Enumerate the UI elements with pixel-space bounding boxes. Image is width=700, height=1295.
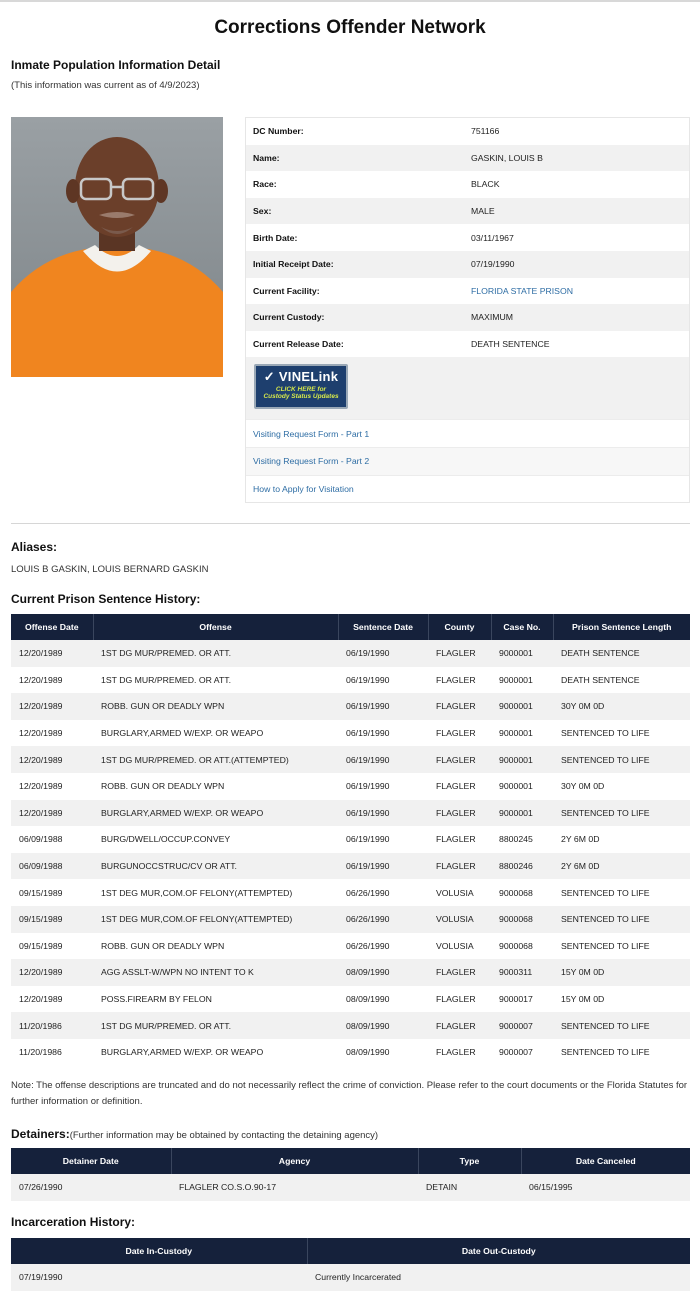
column-header[interactable]: Agency — [171, 1148, 418, 1174]
cell: BURG/DWELL/OCCUP.CONVEY — [93, 826, 338, 853]
cell: 2Y 6M 0D — [553, 826, 690, 853]
info-row-dc-number — [246, 118, 689, 145]
cell: 09/15/1989 — [11, 879, 93, 906]
check-icon: ✓ — [263, 369, 275, 385]
cell: 30Y 0M 0D — [553, 693, 690, 720]
cell: FLAGLER — [428, 693, 491, 720]
info-label: Initial Receipt Date: — [253, 259, 334, 270]
inmate-photo — [11, 117, 223, 377]
cell: 09/15/1989 — [11, 906, 93, 933]
cell: FLAGLER CO.S.O.90-17 — [171, 1174, 418, 1201]
info-value: 03/11/1967 — [471, 232, 514, 243]
info-label: Birth Date: — [253, 232, 298, 243]
cell: 08/09/1990 — [338, 986, 428, 1013]
table-row — [11, 1264, 690, 1291]
sentence-history-table — [11, 614, 690, 1066]
cell: 07/26/1990 — [11, 1174, 171, 1201]
sentence-history-body — [11, 640, 690, 1066]
offense-note: Note: The offense descriptions are truncated and do not necessarily reflect the crime of conviction. Please refer to the court documents or the Florida Statutes for further information or definition. — [11, 1080, 688, 1107]
cell: 1ST DG MUR/PREMED. OR ATT.(ATTEMPTED) — [93, 746, 338, 773]
cell: 8800246 — [491, 853, 553, 880]
detainers-heading-line — [11, 1127, 378, 1141]
column-header[interactable]: Offense Date — [11, 614, 93, 640]
cell: 07/19/1990 — [11, 1264, 307, 1291]
info-label: Race: — [253, 179, 277, 190]
table-row — [11, 826, 690, 853]
cell: 06/26/1990 — [338, 879, 428, 906]
info-value: MAXIMUM — [471, 312, 513, 323]
cell: 9000068 — [491, 879, 553, 906]
cell: 9000001 — [491, 773, 553, 800]
cell: 9000001 — [491, 693, 553, 720]
cell: 06/19/1990 — [338, 853, 428, 880]
info-row-current-facility — [246, 278, 689, 305]
cell: 09/15/1989 — [11, 933, 93, 960]
table-row — [11, 693, 690, 720]
incarceration-table — [11, 1238, 690, 1291]
table-row — [11, 906, 690, 933]
cell: 12/20/1989 — [11, 800, 93, 827]
info-label: Sex: — [253, 206, 272, 217]
column-header[interactable]: Sentence Date — [338, 614, 428, 640]
vinelink-button[interactable] — [254, 364, 348, 409]
vinelink-line2: Custody Status Updates — [263, 393, 339, 401]
cell: ROBB. GUN OR DEADLY WPN — [93, 693, 338, 720]
cell: FLAGLER — [428, 800, 491, 827]
cell: 12/20/1989 — [11, 959, 93, 986]
cell: 06/09/1988 — [11, 826, 93, 853]
vinelink-line1: CLICK HERE for — [275, 386, 327, 394]
column-header[interactable]: Detainer Date — [11, 1148, 171, 1174]
cell: 1ST DG MUR/PREMED. OR ATT. — [93, 667, 338, 694]
cell: AGG ASSLT-W/WPN NO INTENT TO K — [93, 959, 338, 986]
sentence-history-heading: Current Prison Sentence History: — [11, 592, 201, 606]
cell: 06/19/1990 — [338, 826, 428, 853]
incarceration-heading: Incarceration History: — [11, 1215, 136, 1229]
cell: 06/26/1990 — [338, 906, 428, 933]
cell: 12/20/1989 — [11, 720, 93, 747]
info-value: MALE — [471, 206, 495, 217]
cell: 06/19/1990 — [338, 773, 428, 800]
info-row-sex — [246, 198, 689, 225]
cell: SENTENCED TO LIFE — [553, 800, 690, 827]
cell: FLAGLER — [428, 720, 491, 747]
table-row — [11, 959, 690, 986]
info-row-current-release-date — [246, 331, 689, 358]
cell: FLAGLER — [428, 853, 491, 880]
info-label: Current Release Date: — [253, 339, 344, 350]
cell: SENTENCED TO LIFE — [553, 879, 690, 906]
cell: 9000001 — [491, 667, 553, 694]
cell: POSS.FIREARM BY FELON — [93, 986, 338, 1013]
sentence-history-header-row — [11, 614, 690, 640]
cell: 8800245 — [491, 826, 553, 853]
cell: 1ST DG MUR/PREMED. OR ATT. — [93, 640, 338, 667]
detainers-heading: Detainers: — [11, 1127, 70, 1141]
cell: 9000001 — [491, 800, 553, 827]
cell: SENTENCED TO LIFE — [553, 933, 690, 960]
detainers-header-row — [11, 1148, 690, 1174]
cell: SENTENCED TO LIFE — [553, 720, 690, 747]
aliases-heading: Aliases: — [11, 540, 58, 554]
cell: VOLUSIA — [428, 906, 491, 933]
inmate-info-table — [245, 117, 690, 503]
cell: 06/19/1990 — [338, 720, 428, 747]
column-header[interactable]: Date In-Custody — [11, 1238, 307, 1264]
cell: 9000007 — [491, 1012, 553, 1039]
cell: 06/19/1990 — [338, 693, 428, 720]
info-value: DEATH SENTENCE — [471, 339, 550, 350]
cell: 06/19/1990 — [338, 667, 428, 694]
info-row-name — [246, 145, 689, 172]
column-header[interactable]: County — [428, 614, 491, 640]
cell: 15Y 0M 0D — [553, 986, 690, 1013]
cell: 12/20/1989 — [11, 746, 93, 773]
cell: 12/20/1989 — [11, 773, 93, 800]
info-label: Current Custody: — [253, 312, 325, 323]
cell: SENTENCED TO LIFE — [553, 1012, 690, 1039]
info-row-initial-receipt-date — [246, 251, 689, 278]
cell: FLAGLER — [428, 667, 491, 694]
cell: 9000068 — [491, 906, 553, 933]
cell: 9000068 — [491, 933, 553, 960]
cell: ROBB. GUN OR DEADLY WPN — [93, 933, 338, 960]
current-as-of-note: (This information was current as of 4/9/2023) — [11, 80, 200, 91]
info-row-current-custody — [246, 304, 689, 331]
cell: SENTENCED TO LIFE — [553, 746, 690, 773]
cell: Currently Incarcerated — [307, 1264, 690, 1291]
cell: 06/19/1990 — [338, 640, 428, 667]
cell: 12/20/1989 — [11, 640, 93, 667]
column-header[interactable]: Offense — [93, 614, 338, 640]
detail-heading: Inmate Population Information Detail — [11, 58, 221, 72]
table-row — [11, 1039, 690, 1066]
cell: 06/19/1990 — [338, 800, 428, 827]
aliases-value: LOUIS B GASKIN, LOUIS BERNARD GASKIN — [11, 564, 209, 575]
table-row — [11, 746, 690, 773]
cell: 12/20/1989 — [11, 693, 93, 720]
facility-link[interactable]: FLORIDA STATE PRISON — [471, 285, 574, 296]
cell: VOLUSIA — [428, 879, 491, 906]
cell: BURGLARY,ARMED W/EXP. OR WEAPO — [93, 1039, 338, 1066]
cell: 08/09/1990 — [338, 1012, 428, 1039]
table-row — [11, 800, 690, 827]
table-row — [11, 773, 690, 800]
cell: 9000001 — [491, 746, 553, 773]
table-row — [11, 1174, 690, 1201]
cell: 06/09/1988 — [11, 853, 93, 880]
cell: 06/19/1990 — [338, 746, 428, 773]
cell: 06/15/1995 — [521, 1174, 690, 1201]
cell: 9000311 — [491, 959, 553, 986]
cell: 11/20/1986 — [11, 1012, 93, 1039]
cell: 9000001 — [491, 640, 553, 667]
cell: DEATH SENTENCE — [553, 640, 690, 667]
info-value: BLACK — [471, 179, 500, 190]
column-header[interactable]: Case No. — [491, 614, 553, 640]
cell: 30Y 0M 0D — [553, 773, 690, 800]
cell: 9000017 — [491, 986, 553, 1013]
vinelink-logo — [256, 369, 346, 385]
incarceration-header-row — [11, 1238, 690, 1264]
cell: SENTENCED TO LIFE — [553, 906, 690, 933]
info-value: GASKIN, LOUIS B — [471, 152, 543, 163]
cell: VOLUSIA — [428, 933, 491, 960]
info-label: DC Number: — [253, 126, 304, 137]
cell: FLAGLER — [428, 986, 491, 1013]
cell: BURGLARY,ARMED W/EXP. OR WEAPO — [93, 720, 338, 747]
cell: FLAGLER — [428, 826, 491, 853]
column-header[interactable]: Prison Sentence Length — [553, 614, 690, 640]
top-border — [0, 0, 700, 2]
cell: 9000001 — [491, 720, 553, 747]
cell: 08/09/1990 — [338, 1039, 428, 1066]
table-row — [11, 667, 690, 694]
table-row — [11, 853, 690, 880]
cell: FLAGLER — [428, 640, 491, 667]
column-header[interactable]: Type — [418, 1148, 521, 1174]
cell: 08/09/1990 — [338, 959, 428, 986]
cell: FLAGLER — [428, 1012, 491, 1039]
cell: 11/20/1986 — [11, 1039, 93, 1066]
info-value: 751166 — [471, 126, 500, 137]
info-row-race — [246, 171, 689, 198]
cell: 12/20/1989 — [11, 667, 93, 694]
section-divider — [11, 523, 690, 524]
info-label: Name: — [253, 152, 280, 163]
table-row — [11, 1012, 690, 1039]
vinelink-row — [246, 357, 689, 419]
cell: 9000007 — [491, 1039, 553, 1066]
how-to-apply-visitation-link[interactable]: How to Apply for Visitation — [246, 475, 689, 503]
visiting-request-part1-link[interactable]: Visiting Request Form - Part 1 — [246, 419, 689, 447]
cell: 1ST DEG MUR,COM.OF FELONY(ATTEMPTED) — [93, 879, 338, 906]
info-value: 07/19/1990 — [471, 259, 515, 270]
cell: FLAGLER — [428, 773, 491, 800]
table-row — [11, 933, 690, 960]
cell: ROBB. GUN OR DEADLY WPN — [93, 773, 338, 800]
cell: FLAGLER — [428, 746, 491, 773]
cell: DEATH SENTENCE — [553, 667, 690, 694]
site-title: Corrections Offender Network — [214, 17, 486, 38]
cell: FLAGLER — [428, 959, 491, 986]
cell: DETAIN — [418, 1174, 521, 1201]
table-row — [11, 720, 690, 747]
cell: 2Y 6M 0D — [553, 853, 690, 880]
cell: BURGLARY,ARMED W/EXP. OR WEAPO — [93, 800, 338, 827]
column-header[interactable]: Date Out-Custody — [307, 1238, 690, 1264]
cell: 12/20/1989 — [11, 986, 93, 1013]
cell: 1ST DG MUR/PREMED. OR ATT. — [93, 1012, 338, 1039]
table-row — [11, 879, 690, 906]
vinelink-logo-text: VINELink — [278, 369, 339, 385]
table-row — [11, 986, 690, 1013]
cell: FLAGLER — [428, 1039, 491, 1066]
cell: 15Y 0M 0D — [553, 959, 690, 986]
cell: BURGUNOCCSTRUC/CV OR ATT. — [93, 853, 338, 880]
info-row-birth-date — [246, 224, 689, 251]
cell: SENTENCED TO LIFE — [553, 1039, 690, 1066]
cell: 1ST DEG MUR,COM.OF FELONY(ATTEMPTED) — [93, 906, 338, 933]
info-label: Current Facility: — [253, 285, 320, 296]
detainers-subheading: (Further information may be obtained by contacting the detaining agency) — [69, 1130, 379, 1141]
column-header[interactable]: Date Canceled — [521, 1148, 690, 1174]
visiting-request-part2-link[interactable]: Visiting Request Form - Part 2 — [246, 447, 689, 475]
table-row — [11, 640, 690, 667]
detainers-table — [11, 1148, 690, 1201]
cell: 06/26/1990 — [338, 933, 428, 960]
